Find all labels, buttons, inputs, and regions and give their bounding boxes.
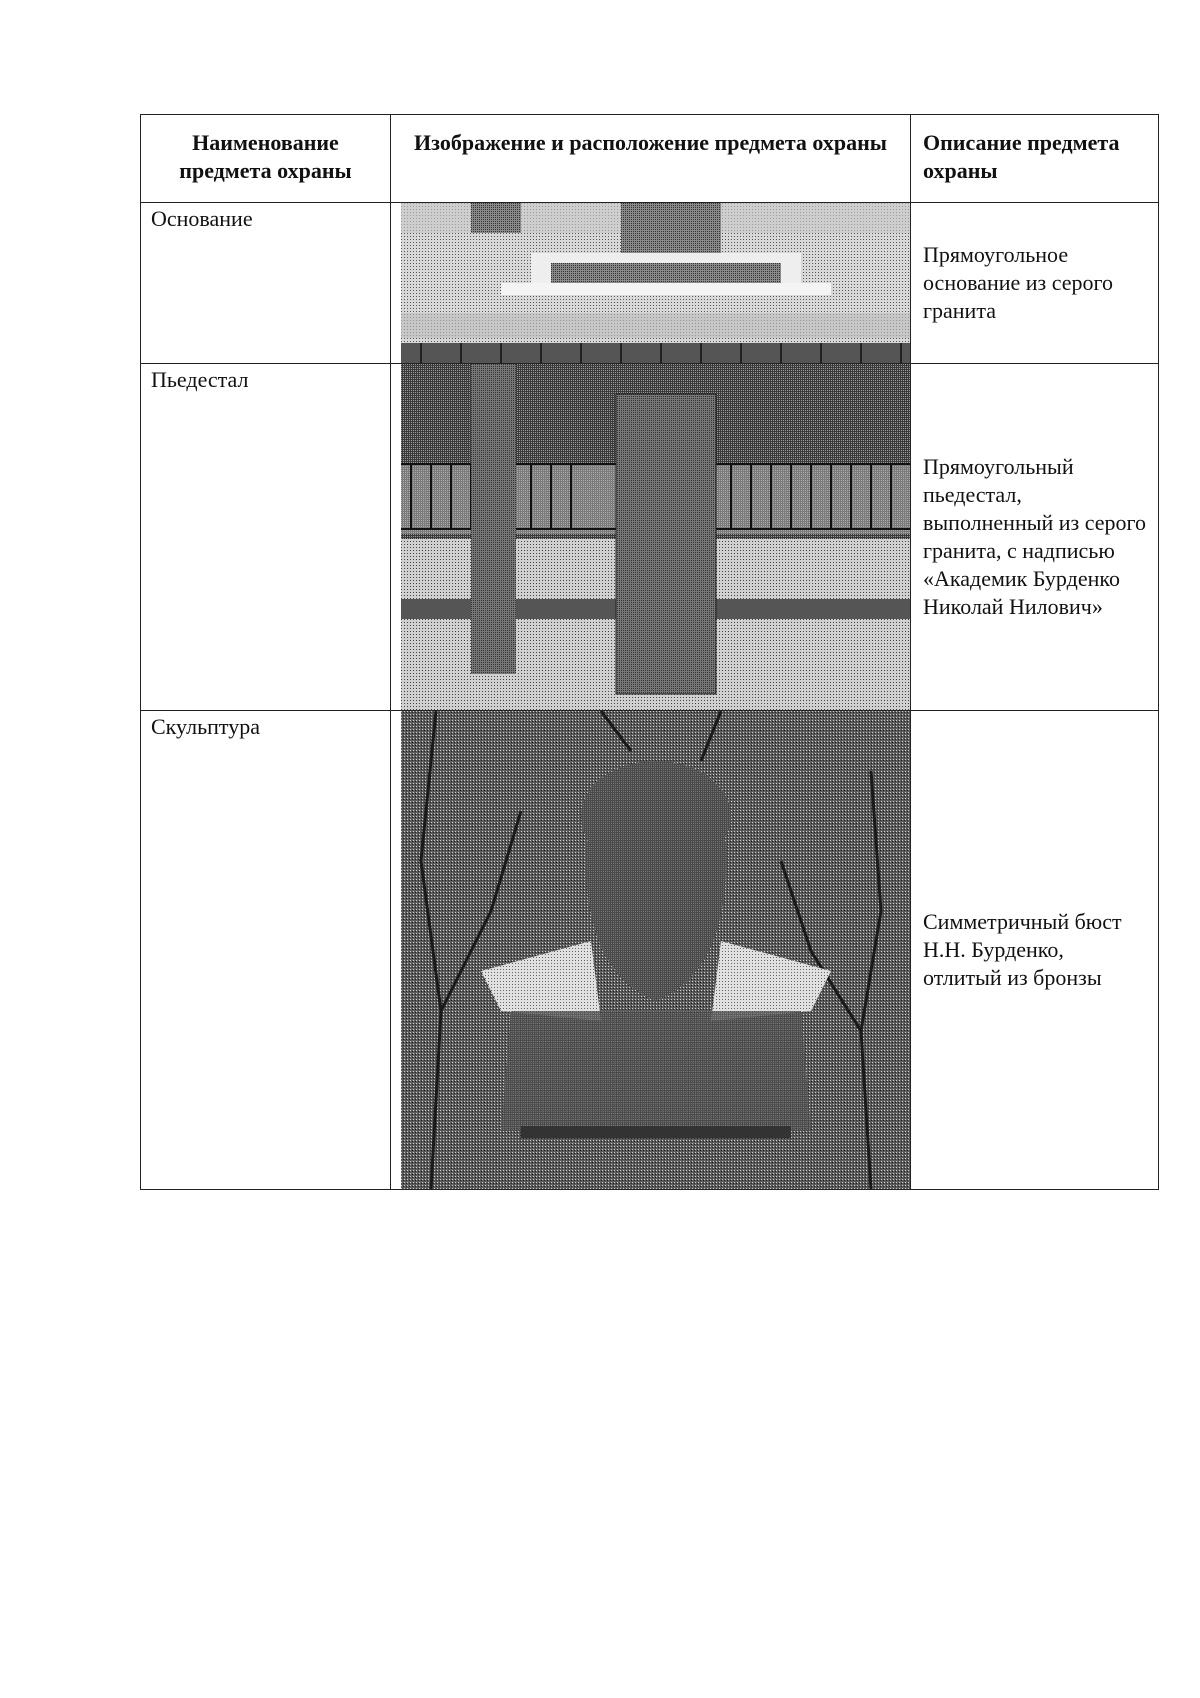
header-image: Изображение и расположение предмета охраны xyxy=(391,115,911,203)
protection-subject-table xyxy=(140,114,1159,1190)
row-name: Основание xyxy=(141,203,391,364)
row-image xyxy=(391,203,911,364)
header-description: Описание предмета охраны xyxy=(911,115,1159,203)
row-image xyxy=(391,364,911,711)
header-name: Наименование предмета охраны xyxy=(141,115,391,203)
row-name: Пьедестал xyxy=(141,364,391,711)
table-header-row xyxy=(141,115,1159,203)
granite-base-photo xyxy=(401,203,910,363)
table-row xyxy=(141,711,1159,1190)
row-description: Прямоугольное основание из серого гранита xyxy=(911,203,1159,364)
row-name: Скульптура xyxy=(141,711,391,1190)
granite-pedestal-photo xyxy=(401,364,910,710)
row-description: Прямоугольный пьедестал, выполненный из серого гранита, с надписью «Академик Бурденко Николай Нилович» xyxy=(911,364,1159,711)
table-row xyxy=(141,203,1159,364)
bronze-bust-photo xyxy=(401,711,910,1189)
row-image xyxy=(391,711,911,1190)
row-description: Симметричный бюст Н.Н. Бурденко, отлитый из бронзы xyxy=(911,711,1159,1190)
table-row xyxy=(141,364,1159,711)
